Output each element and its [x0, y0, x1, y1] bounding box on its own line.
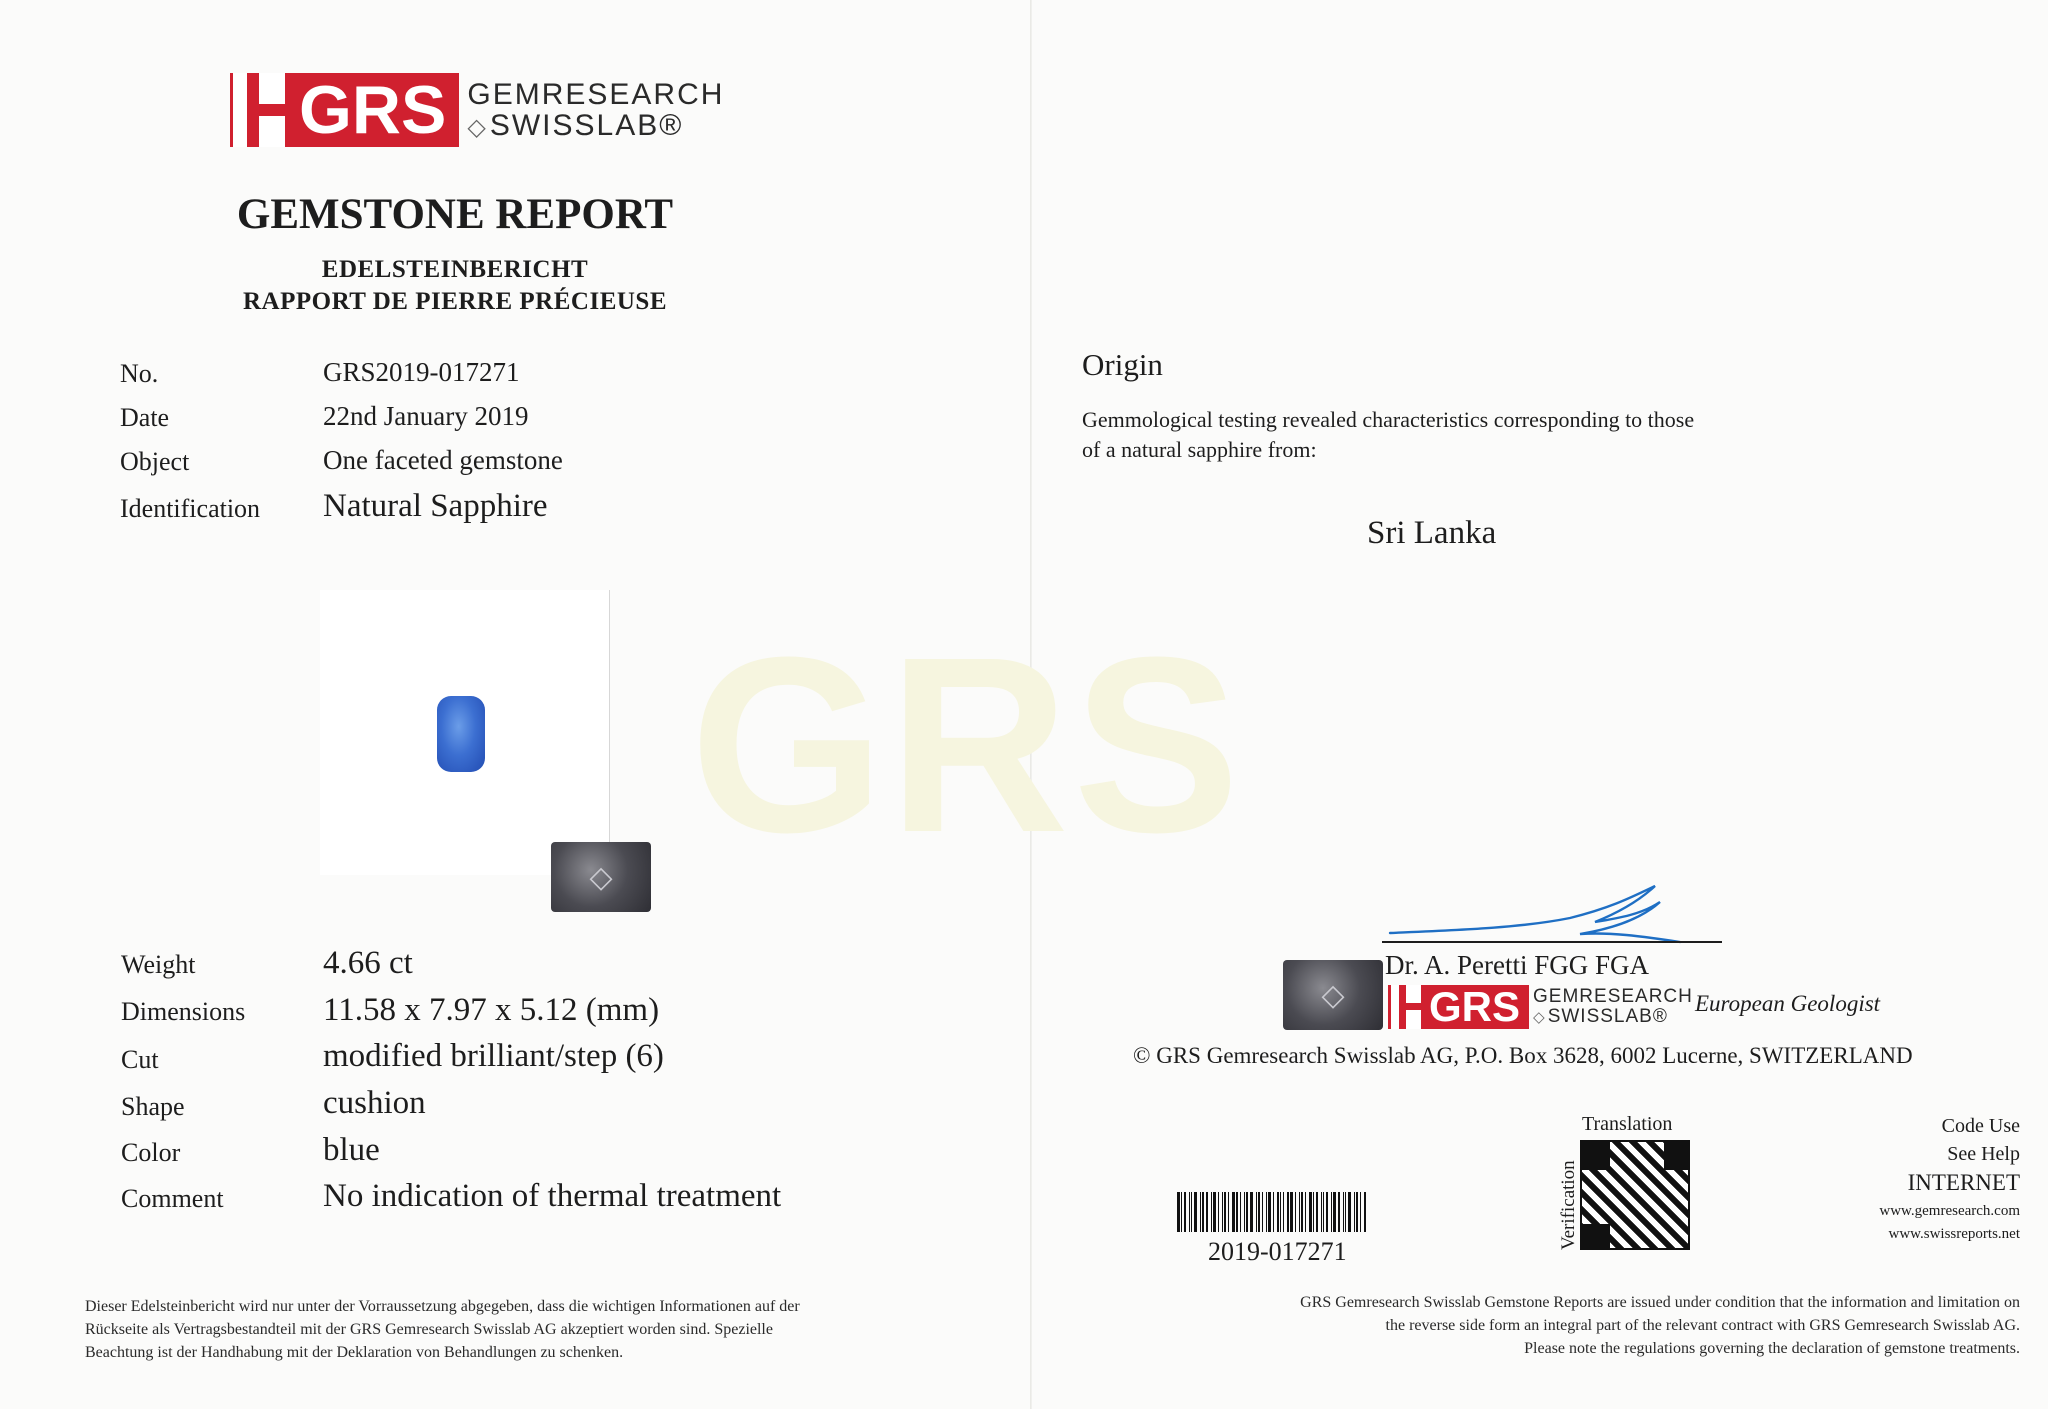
right-page	[1030, 0, 2048, 1409]
barcode-bar	[1280, 1192, 1281, 1232]
grs-hologram-icon: ◇	[1283, 960, 1383, 1030]
barcode-bar	[1228, 1192, 1229, 1232]
barcode-bar	[1191, 1192, 1192, 1232]
field-label-shape: Shape	[121, 1092, 185, 1121]
logo-swisslab-text: SWISSLAB®	[489, 109, 684, 142]
barcode-bar	[1206, 1192, 1208, 1232]
left-disclaimer	[85, 1295, 985, 1365]
barcode-bar	[1244, 1192, 1245, 1232]
barcode-bar	[1236, 1192, 1238, 1232]
see-help-label: See Help	[1947, 1143, 2020, 1165]
field-label-comment: Comment	[121, 1184, 224, 1213]
copyright-line: © GRS Gemresearch Swisslab AG, P.O. Box 3628, 6002 Lucerne, SWITZERLAND	[1133, 1043, 1913, 1068]
barcode-bar	[1268, 1192, 1271, 1232]
internet-label: INTERNET	[1907, 1170, 2020, 1195]
barcode-bar	[1181, 1192, 1182, 1232]
field-label-identification: Identification	[120, 494, 261, 523]
field-value-cut: modified brilliant/step (6)	[323, 1038, 664, 1074]
field-value-no: GRS2019-017271	[323, 357, 520, 387]
barcode-bar	[1256, 1192, 1257, 1232]
barcode-bar	[1194, 1192, 1197, 1232]
barcode-image	[1177, 1192, 1367, 1232]
barcode-bar	[1343, 1192, 1344, 1232]
field-value-shape: cushion	[323, 1085, 426, 1121]
barcode-bar	[1313, 1192, 1314, 1232]
grs-logo	[1388, 985, 1693, 1029]
barcode-bar	[1364, 1192, 1366, 1232]
origin-text-line: Gemmological testing revealed characteristics corresponding to those	[1082, 407, 1695, 432]
field-label-color: Color	[121, 1138, 181, 1167]
barcode-bar	[1345, 1192, 1346, 1232]
field-value-date: 22nd January 2019	[323, 401, 529, 431]
barcode-bar	[1309, 1192, 1312, 1232]
signer-title: European Geologist	[1695, 991, 1881, 1016]
qr-code-image	[1580, 1140, 1690, 1250]
barcode-bar	[1287, 1192, 1289, 1232]
translation-label: Translation	[1582, 1113, 1673, 1135]
barcode-bar	[1323, 1192, 1324, 1232]
barcode-bar	[1331, 1192, 1332, 1232]
report-title: GEMSTONE REPORT	[236, 191, 674, 238]
barcode-bar	[1283, 1192, 1284, 1232]
url-gemresearch: www.gemresearch.com	[1879, 1203, 2020, 1219]
sapphire-gem-icon	[437, 696, 485, 772]
field-value-dimensions: 11.58 x 7.97 x 5.12 (mm)	[323, 992, 660, 1028]
barcode-bar	[1200, 1192, 1201, 1232]
verification-label: Verification	[1558, 1160, 1579, 1250]
right-disclaimer-line: Please note the regulations governing the declaration of gemstone treatments.	[1524, 1340, 2020, 1358]
barcode-bar	[1224, 1192, 1226, 1232]
signature-image	[1380, 878, 1700, 948]
grs-logo	[230, 73, 724, 147]
report-subtitle-de: EDELSTEINBERICHT	[321, 256, 589, 283]
barcode-bar	[1222, 1192, 1223, 1232]
barcode-bar	[1218, 1192, 1219, 1232]
barcode-bar	[1232, 1192, 1235, 1232]
grs-logo-words	[467, 79, 724, 142]
field-value-identification: Natural Sapphire	[323, 488, 548, 524]
left-disclaimer-line: Beachtung ist der Handhabung mit der Deklaration von Behandlungen zu schenken.	[85, 1344, 624, 1362]
barcode-bar	[1202, 1192, 1204, 1232]
diamond-icon: ◇	[1533, 1009, 1546, 1026]
report-subtitle-fr: RAPPORT DE PIERRE PRÉCIEUSE	[242, 288, 668, 315]
field-label-object: Object	[120, 447, 190, 476]
right-disclaimer-line: the reverse side form an integral part of the relevant contract with GRS Gemresearch Swisslab AG.	[1385, 1317, 2020, 1335]
gemstone-photo	[320, 590, 610, 875]
origin-value: Sri Lanka	[1367, 515, 1497, 551]
barcode-bar	[1326, 1192, 1328, 1232]
barcode-bar	[1299, 1192, 1300, 1232]
barcode-bar	[1184, 1192, 1186, 1232]
logo-line-gemresearch: GEMRESEARCH	[1533, 986, 1693, 1008]
barcode-bar	[1211, 1192, 1212, 1232]
field-label-no: No.	[120, 359, 159, 388]
barcode-bar	[1305, 1192, 1306, 1232]
logo-line-swisslab	[467, 110, 724, 142]
barcode-bar	[1301, 1192, 1303, 1232]
url-swissreports: www.swissreports.net	[1888, 1225, 2020, 1242]
origin-text	[1082, 405, 1782, 464]
barcode-number: 2019-017271	[1208, 1237, 1347, 1266]
barcode-bar	[1348, 1192, 1351, 1232]
barcode-bar	[1266, 1192, 1267, 1232]
barcode-bar	[1290, 1192, 1293, 1232]
url-block	[1800, 1200, 2020, 1245]
barcode-bar	[1333, 1192, 1336, 1232]
field-value-object: One faceted gemstone	[323, 445, 563, 475]
barcode-bar	[1295, 1192, 1296, 1232]
logo-swisslab-text: SWISSLAB®	[1547, 1006, 1668, 1027]
field-value-comment: No indication of thermal treatment	[323, 1178, 782, 1214]
signer-name: Dr. A. Peretti FGG FGA	[1385, 950, 1650, 980]
origin-heading: Origin	[1082, 347, 1163, 382]
help-block	[1860, 1112, 2020, 1168]
barcode-bar	[1213, 1192, 1216, 1232]
barcode-bar	[1360, 1192, 1361, 1232]
grs-logo-text: GRS	[1429, 983, 1521, 1030]
logo-line-gemresearch: GEMRESEARCH	[467, 77, 725, 111]
barcode-bar	[1189, 1192, 1190, 1232]
grs-hologram-icon: ◇	[551, 842, 651, 912]
field-label-cut: Cut	[121, 1045, 159, 1074]
grs-logo-mark	[1388, 985, 1529, 1029]
signature-line	[1382, 941, 1722, 943]
field-label-weight: Weight	[121, 950, 196, 979]
barcode-bar	[1338, 1192, 1340, 1232]
barcode-bar	[1354, 1192, 1355, 1232]
field-value-weight: 4.66 ct	[323, 945, 413, 981]
barcode-bar	[1258, 1192, 1260, 1232]
right-disclaimer	[1090, 1291, 2020, 1361]
field-value-color: blue	[323, 1132, 380, 1168]
barcode-bar	[1246, 1192, 1248, 1232]
barcode-bar	[1250, 1192, 1253, 1232]
origin-text-line: of a natural sapphire from:	[1082, 436, 1317, 462]
diamond-icon: ◇	[467, 114, 488, 141]
left-disclaimer-line: Rückseite als Vertragsbestandteil mit der GRS Gemresearch Swisslab AG akzeptiert worden sind. Spezielle	[85, 1321, 773, 1339]
code-use-label: Code Use	[1941, 1115, 2020, 1137]
barcode-bar	[1277, 1192, 1279, 1232]
barcode-bar	[1240, 1192, 1241, 1232]
grs-cross-icon	[1391, 985, 1421, 1029]
field-label-date: Date	[120, 403, 170, 432]
right-disclaimer-line: GRS Gemresearch Swisslab Gemstone Reports are issued under condition that the information and limitation on	[1300, 1294, 2020, 1311]
grs-watermark: GRS	[690, 605, 1244, 884]
logo-line-swisslab	[1533, 1007, 1693, 1027]
barcode-bar	[1356, 1192, 1358, 1232]
barcode-bar	[1316, 1192, 1318, 1232]
grs-logo-mark	[230, 73, 459, 147]
barcode-bar	[1273, 1192, 1274, 1232]
grs-cross-icon	[233, 73, 285, 147]
barcode-bar	[1262, 1192, 1263, 1232]
grs-logo-text: GRS	[299, 72, 447, 148]
left-disclaimer-line: Dieser Edelsteinbericht wird nur unter der Vorraussetzung abgegeben, dass die wichtigen Informationen auf der	[85, 1298, 800, 1315]
grs-logo-words	[1533, 987, 1693, 1027]
barcode-bar	[1321, 1192, 1322, 1232]
barcode-bar	[1177, 1192, 1180, 1232]
field-label-dimensions: Dimensions	[121, 997, 246, 1026]
